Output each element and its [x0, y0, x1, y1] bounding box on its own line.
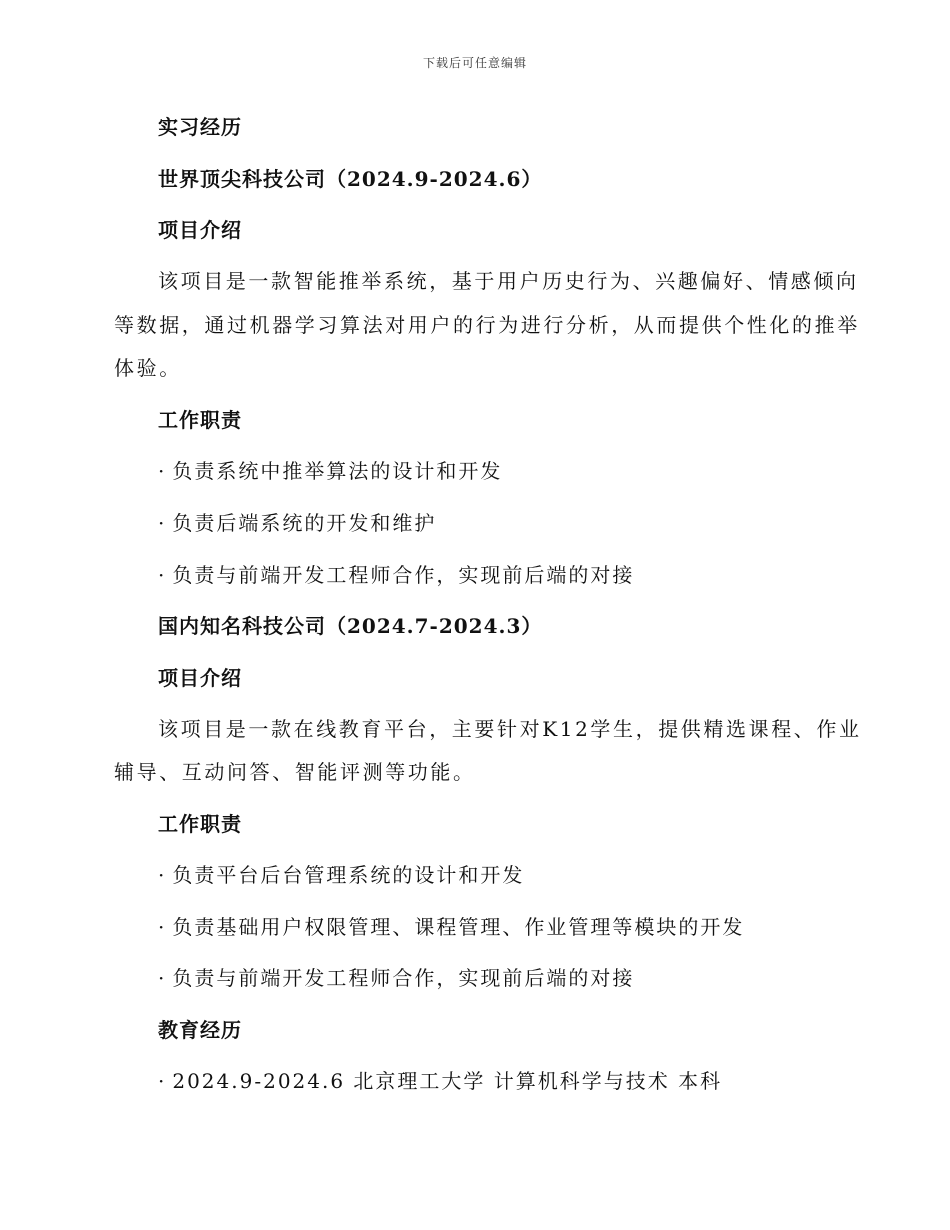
- duty-text: 负责平台后台管理系统的设计和开发: [172, 863, 525, 887]
- company1-title: 世界顶尖科技公司（2024.9-2024.6）: [158, 167, 543, 191]
- duty-text: 负责与前端开发工程师合作，实现前后端的对接: [172, 563, 635, 587]
- company2-duty-heading: 工作职责: [158, 812, 242, 836]
- company2-project-heading: 项目介绍: [158, 666, 242, 690]
- company1-project-heading: 项目介绍: [158, 218, 242, 242]
- company2-title: 国内知名科技公司（2024.7-2024.3）: [158, 614, 543, 638]
- company2-duty-item: [158, 912, 744, 942]
- education-text: 2024.9-2024.6 北京理工大学 计算机科学与技术 本科: [172, 1069, 723, 1093]
- bullet-icon: ·: [158, 459, 167, 483]
- company2-project-line-1: 该项目是一款在线教育平台，主要针对K12学生，提供精选课程、作业: [158, 717, 862, 741]
- company1-duty-item: [158, 560, 634, 590]
- internship-section-title: 实习经历: [158, 115, 242, 139]
- company1-project-line-2: 等数据，通过机器学习算法对用户的行为进行分析，从而提供个性化的推举: [114, 313, 860, 337]
- duty-text: 负责与前端开发工程师合作，实现前后端的对接: [172, 966, 635, 990]
- duty-text: 负责基础用户权限管理、课程管理、作业管理等模块的开发: [172, 915, 745, 939]
- bullet-icon: ·: [158, 863, 167, 887]
- education-section-title: 教育经历: [158, 1018, 242, 1042]
- company2-project-line-2: 辅导、互动问答、智能评测等功能。: [114, 760, 476, 784]
- company2-duty-item: [158, 963, 634, 993]
- bullet-icon: ·: [158, 563, 167, 587]
- page-header-note: 下载后可任意编辑: [422, 56, 527, 70]
- company2-duty-item: [158, 860, 524, 890]
- company1-project-line-1: 该项目是一款智能推举系统，基于用户历史行为、兴趣偏好、情感倾向: [158, 269, 859, 293]
- company1-duty-item: [158, 508, 436, 538]
- bullet-icon: ·: [158, 966, 167, 990]
- education-item: [158, 1066, 722, 1096]
- company1-duty-heading: 工作职责: [158, 408, 242, 432]
- duty-text: 负责后端系统的开发和维护: [172, 511, 437, 535]
- company1-project-line-3: 体验。: [114, 356, 182, 380]
- company1-duty-item: [158, 456, 502, 486]
- bullet-icon: ·: [158, 915, 167, 939]
- bullet-icon: ·: [158, 511, 167, 535]
- duty-text: 负责系统中推举算法的设计和开发: [172, 459, 503, 483]
- bullet-icon: ·: [158, 1069, 167, 1093]
